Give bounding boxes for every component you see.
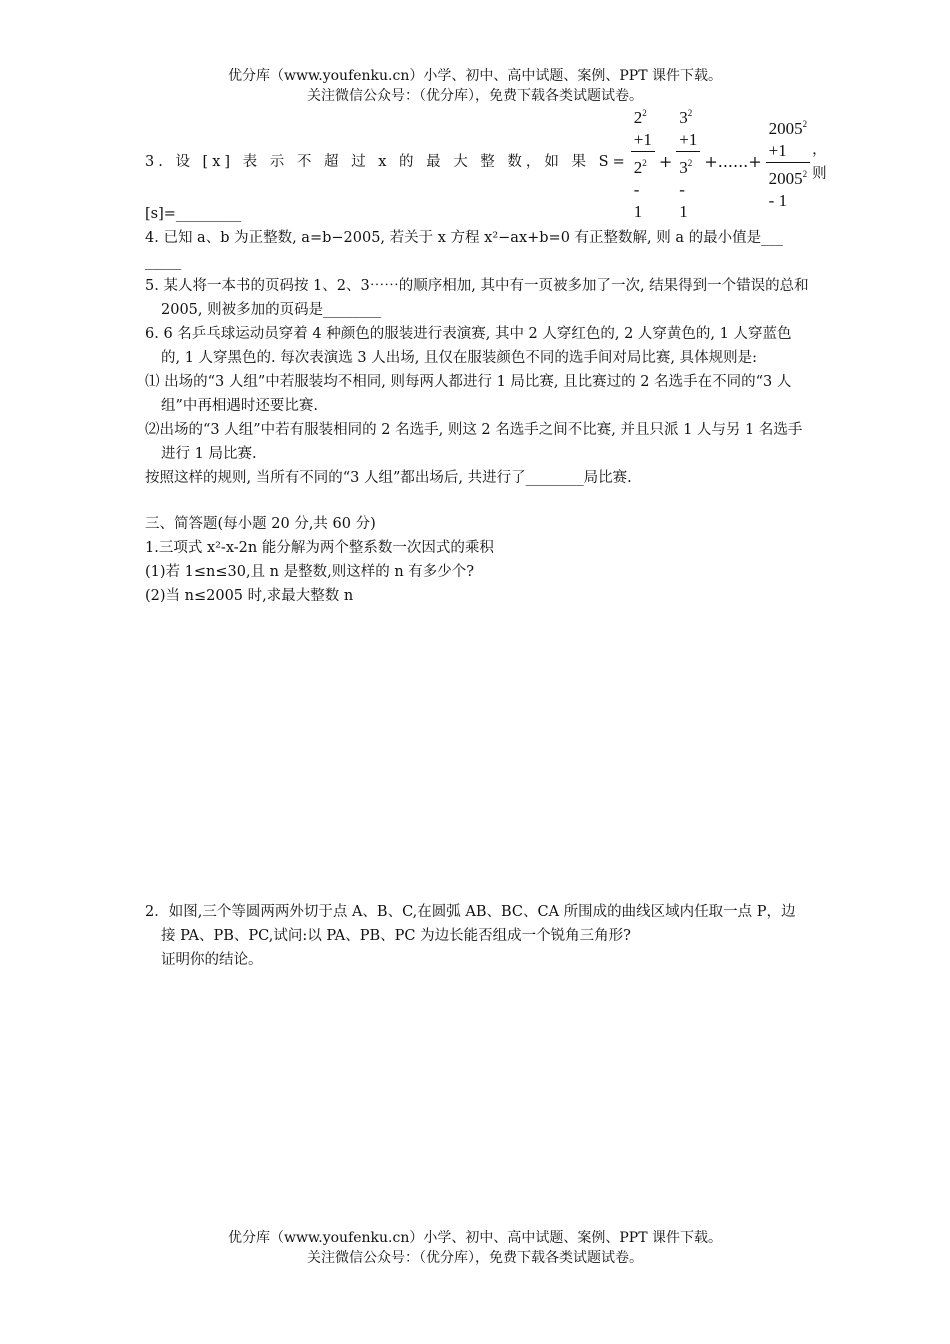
q3-fraction-1: $\frac{2^2 +1}{2^2 - 1}$ [631, 102, 655, 223]
q3-answer-line: [s]=_________ [145, 206, 242, 222]
problem-1-stem: 1.三项式 x²-x-2n 能分解为两个整系数一次因式的乘积 [145, 540, 494, 556]
page-header [0, 66, 950, 106]
q3-ellipsis: +......+ [704, 152, 762, 171]
problem-2-text: 2．如图,三个等圆两两外切于点 A、B、C,在圆弧 AB、BC、CA 所围成的曲线区域内任取一点 P，边接 PA、PB、PC,试问:以 PA、PB、PC 为边长能否组成一个锐角三角形? [145, 904, 796, 944]
section-3-title: 三、简答题(每小题 20 分,共 60 分) [145, 516, 376, 532]
q6-closing: 按照这样的规则, 当所有不同的“3 人组”都出场后, 共进行了________局比赛. [145, 470, 632, 486]
q3-fraction-2: $\frac{3^2 +1}{3^2 - 1}$ [676, 102, 700, 223]
q3-fraction-3: $\frac{2005^2 +1}{2005^2 - 1}$ [766, 113, 811, 212]
q3-lead: 3. 设 [x] 表 示 不 超 过 x 的 最 大 整 数，如 果 S= [145, 154, 629, 170]
footer-line-1: 优分库（www.youfenku.cn）小学、初中、高中试题、案例、PPT 课件下载。 [227, 1230, 722, 1246]
header-line-1: 优分库（www.youfenku.cn）小学、初中、高中试题、案例、PPT 课件下载。 [227, 68, 722, 84]
header-line-2: 关注微信公众号：（优分库），免费下载各类试题试卷。 [307, 88, 643, 104]
question-6: 6. 6 名乒乓球运动员穿着 4 种颜色的服装进行表演赛, 其中 2 人穿红色的, 2 人穿黄色的, 1 人穿蓝色的, 1 人穿黑色的. 每次表演选 3 人出场, 且仅在服装颜色不同的选手间对局比赛, 具体规则是: [145, 326, 792, 366]
question-3 [145, 107, 833, 221]
q4-line-2: _____ [145, 254, 182, 270]
footer-line-2: 关注微信公众号：（优分库），免费下载各类试题试卷。 [307, 1250, 643, 1266]
problem-1-part-a: (1)若 1≤n≤30,且 n 是整数,则这样的 n 有多少个? [145, 564, 475, 580]
q6-rule-2: ⑵出场的“3 人组”中若有服装相同的 2 名选手, 则这 2 名选手之间不比赛, 并且只派 1 人与另 1 名选手进行 1 局比赛. [145, 422, 803, 462]
q6-rule-1: ⑴ 出场的“3 人组”中若服装均不相同, 则每两人都进行 1 局比赛, 且比赛过的 2 名选手在不同的“3 人组”中再相遇时还要比赛. [145, 374, 792, 414]
problem-2-text-2: 证明你的结论。 [161, 952, 263, 968]
problem-1-part-b: (2)当 n≤2005 时,求最大整数 n [145, 588, 354, 604]
exam-content [145, 107, 833, 972]
page-footer [0, 1228, 950, 1268]
q4-line-1: 4. 已知 a、b 为正整数, a=b−2005, 若关于 x 方程 x²−ax+b=0 有正整数解, 则 a 的最小值是___ [145, 230, 783, 246]
q3-plus: + [658, 152, 673, 171]
question-5: 5. 某人将一本书的页码按 1、2、3⋯⋯的顺序相加, 其中有一页被多加了一次, 结果得到一个错误的总和 2005, 则被多加的页码是________ [145, 278, 809, 318]
q3-tail: ，则 [812, 142, 833, 182]
